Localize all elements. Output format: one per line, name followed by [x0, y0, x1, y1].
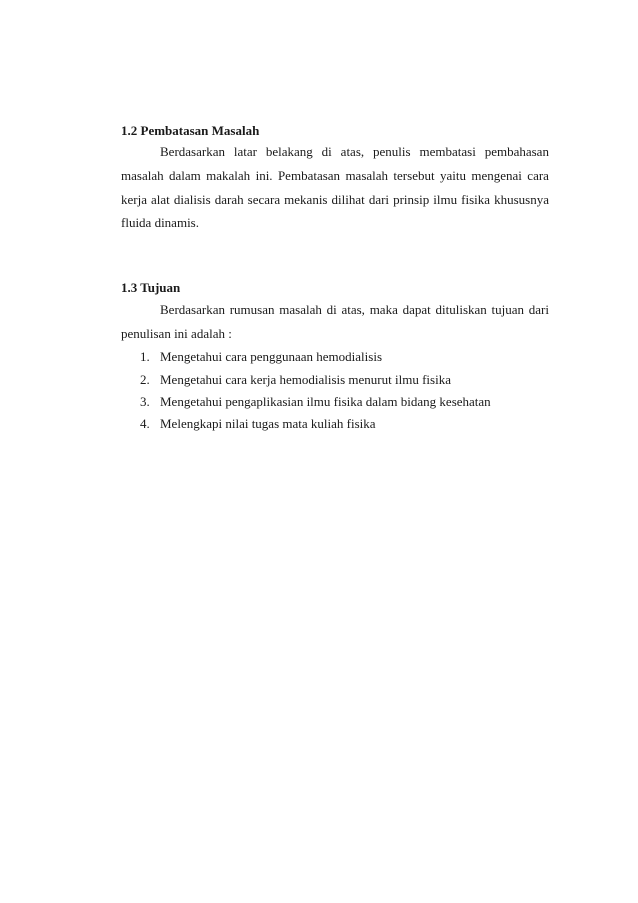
word: tujuan — [491, 302, 525, 317]
list-number: 3. — [140, 394, 150, 409]
word: belakang — [265, 144, 313, 159]
word: masalah — [279, 302, 322, 317]
word: mengenai — [471, 168, 522, 183]
word: dari — [368, 192, 390, 207]
paragraph-line — [121, 168, 549, 184]
list-text: Mengetahui cara penggunaan hemodialisis — [160, 349, 383, 364]
list-text: Mengetahui cara kerja hemodialisis menurut ilmu fisika — [160, 372, 451, 387]
paragraph-line — [121, 192, 549, 208]
word: cara — [527, 168, 549, 183]
list-item — [140, 372, 451, 388]
word: yaitu — [439, 168, 466, 183]
word: makalah — [206, 168, 251, 183]
word: dalam — [168, 168, 201, 183]
paragraph-line: penulisan ini adalah : — [121, 326, 232, 341]
word: atas, — [341, 302, 365, 317]
word: kerja — [121, 192, 147, 207]
paragraph-line: fluida dinamis. — [121, 215, 199, 230]
word: di — [326, 302, 337, 317]
word: mekanis — [284, 192, 328, 207]
word: pembahasan — [484, 144, 549, 159]
list-item — [140, 416, 376, 432]
word: Berdasarkan — [160, 144, 225, 159]
word: dialisis — [173, 192, 211, 207]
list-item — [140, 349, 382, 365]
word: tersebut — [393, 168, 435, 183]
word: latar — [233, 144, 257, 159]
list-text: Melengkapi nilai tugas mata kuliah fisika — [160, 416, 376, 431]
word: darah — [214, 192, 244, 207]
word: dituliskan — [435, 302, 487, 317]
word: dari — [528, 302, 549, 317]
word: maka — [369, 302, 398, 317]
word: alat — [151, 192, 170, 207]
word: penulis — [373, 144, 411, 159]
list-number: 4. — [140, 416, 150, 431]
word: dapat — [402, 302, 431, 317]
word: masalah — [345, 168, 389, 183]
word: Berdasarkan — [160, 302, 225, 317]
section-heading-tujuan: 1.3 Tujuan — [121, 280, 181, 295]
list-item — [140, 394, 491, 410]
word: atas, — [340, 144, 365, 159]
paragraph-line — [160, 302, 549, 318]
section-heading-pembatasan-masalah: 1.2 Pembatasan Masalah — [121, 123, 260, 138]
list-number: 2. — [140, 372, 150, 387]
word: ini. — [255, 168, 273, 183]
word: rumusan — [229, 302, 275, 317]
word: di — [321, 144, 332, 159]
word: masalah — [121, 168, 164, 183]
list-text: Mengetahui pengaplikasian ilmu fisika dalam bidang kesehatan — [160, 394, 491, 409]
paragraph-line — [160, 144, 549, 160]
word: membatasi — [419, 144, 476, 159]
word: ilmu — [433, 192, 458, 207]
word: fisika — [461, 192, 491, 207]
word: khususnya — [494, 192, 549, 207]
word: secara — [247, 192, 281, 207]
word: prinsip — [393, 192, 430, 207]
word: Pembatasan — [277, 168, 341, 183]
word: dilihat — [331, 192, 365, 207]
list-number: 1. — [140, 349, 150, 364]
